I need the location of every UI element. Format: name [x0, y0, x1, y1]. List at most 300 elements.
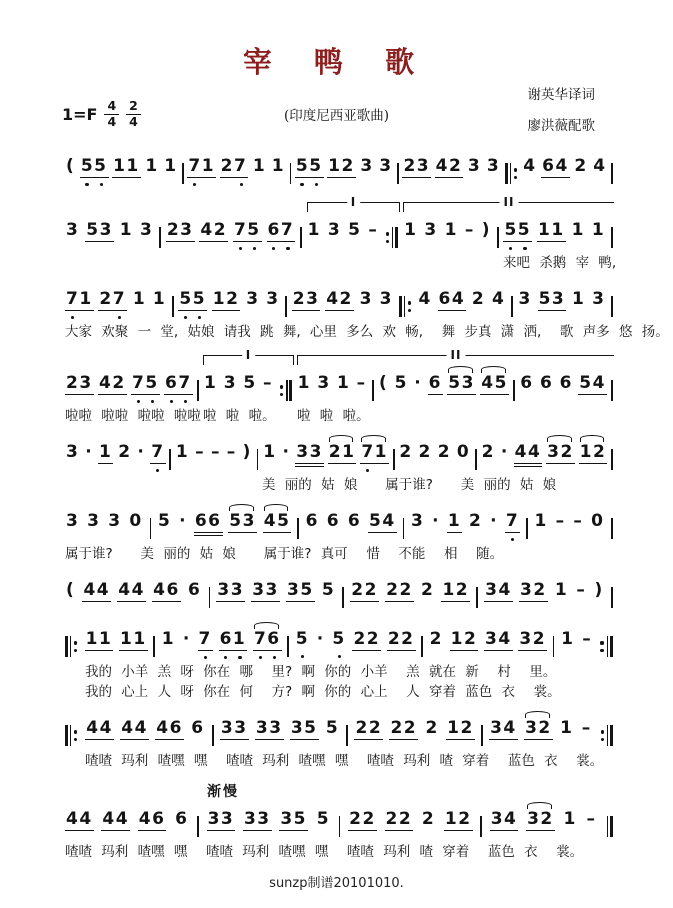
- barline: [150, 518, 152, 539]
- note: –: [464, 220, 475, 240]
- octave-dots: [295, 183, 324, 186]
- note: 11: [120, 629, 147, 649]
- note: 11: [538, 220, 565, 240]
- volta-label: I: [242, 348, 255, 362]
- note: 5: [348, 220, 362, 240]
- barline: [397, 163, 399, 184]
- note: 5: [243, 373, 257, 393]
- lyric-text: 啦啦 啦啦 啦啦 啦啦: [65, 408, 201, 424]
- barline: [169, 449, 171, 470]
- song-title: 宰 鸭 歌: [242, 45, 431, 79]
- note: (: [66, 156, 76, 176]
- barline: [421, 636, 423, 657]
- lyric-text: 我的 心上 人 呀 你在 何 方? 啊 你的 心上 人 穿着 蓝色 衣 裳。: [85, 684, 561, 700]
- note: 2: [118, 442, 132, 462]
- volta-label: I: [347, 195, 360, 209]
- note: –: [581, 718, 592, 738]
- note: 53: [86, 220, 113, 240]
- note: 3: [66, 511, 80, 531]
- note: 46: [138, 809, 166, 829]
- note: –: [226, 442, 237, 462]
- barline: [300, 227, 302, 248]
- barline: [611, 380, 613, 401]
- lyric-text: 大家 欢聚 一 堂, 姑娘 请我 跳 舞, 心里 多么 欢 畅, 舞 步真 潇 洒, 歌 声多 悠 扬。: [65, 324, 669, 340]
- slur-arc: [448, 366, 473, 373]
- note: 1: [554, 580, 569, 600]
- note: ·: [85, 442, 94, 462]
- barline: [611, 587, 613, 608]
- score-line: [65, 505, 613, 562]
- note: 3: [518, 289, 532, 309]
- lyric-row: [65, 746, 613, 769]
- barline: [526, 518, 528, 539]
- note: 33: [207, 809, 235, 829]
- note: 44: [118, 580, 145, 600]
- note: 11: [113, 156, 140, 176]
- lyric-row: [65, 248, 617, 271]
- time-signature-2-4: $\frac{2}{4}$: [126, 100, 141, 128]
- note: 1: [161, 629, 176, 649]
- barline: [611, 296, 613, 317]
- note: 42: [435, 156, 463, 176]
- note: 33: [220, 718, 248, 738]
- repeat-start-barline: [399, 296, 413, 317]
- note: 71: [65, 289, 94, 311]
- note: 1: [297, 373, 311, 393]
- song-subtitle: (印度尼西亚歌曲): [283, 108, 390, 124]
- note: 1: [175, 442, 190, 462]
- note: –: [555, 511, 566, 531]
- note: 22: [385, 809, 413, 829]
- note: ·: [414, 373, 423, 393]
- barline: [372, 380, 374, 401]
- score-line: [65, 712, 613, 769]
- note: ·: [490, 511, 499, 531]
- note: 32: [519, 629, 547, 649]
- note: 35: [287, 580, 314, 600]
- note: 67: [164, 373, 193, 395]
- note: 21: [328, 442, 357, 464]
- barline: [197, 380, 199, 401]
- note: 6: [559, 373, 573, 393]
- note: 27: [220, 156, 249, 178]
- note: 7: [505, 511, 520, 533]
- note: 4: [418, 289, 432, 309]
- note: 1: [204, 373, 218, 393]
- engraver-note: sunzp制谱20101010.: [269, 876, 404, 891]
- note: 2: [429, 629, 443, 649]
- barline: [497, 227, 499, 248]
- note: 53: [447, 373, 476, 395]
- note: –: [263, 373, 274, 393]
- note: 3: [87, 511, 101, 531]
- barline: [197, 816, 199, 837]
- sheet-header: [0, 0, 673, 136]
- note: (: [66, 580, 76, 600]
- note: 53: [228, 511, 257, 533]
- note: 33: [252, 580, 279, 600]
- barline: [553, 636, 555, 657]
- lyric-row: [65, 401, 613, 424]
- barline: [339, 816, 341, 837]
- note: 75: [233, 220, 262, 242]
- slur-arc: [527, 802, 552, 809]
- note: 1: [271, 156, 286, 176]
- music-credit: 廖洪薇配歌: [527, 118, 595, 135]
- note: 3: [66, 220, 80, 240]
- note: 5: [394, 373, 408, 393]
- repeat-start-barline: [65, 725, 79, 746]
- slur-arc: [229, 504, 254, 511]
- barline: [511, 296, 513, 317]
- lyric-row: [65, 837, 613, 860]
- note: 33: [295, 442, 324, 467]
- note: (: [379, 373, 389, 393]
- note: 7: [150, 442, 165, 464]
- score-line: [65, 574, 613, 608]
- note: 5: [331, 629, 346, 650]
- note: 6: [187, 580, 202, 600]
- score-line: [65, 195, 617, 271]
- note: 6: [347, 511, 362, 531]
- barline: [257, 449, 259, 470]
- lyric-text: 喳喳 玛利 喳嘿 嘿 喳喳 玛利 喳嘿 嘿 喳喳 玛利 喳 穿着 蓝色 衣 裳。: [85, 753, 604, 769]
- barline: [480, 816, 482, 837]
- score-line: [65, 623, 613, 700]
- note: 12: [328, 156, 355, 176]
- note: 55: [80, 156, 109, 178]
- note: 22: [355, 718, 383, 738]
- note: 1: [444, 220, 458, 240]
- lyric-text: 啦 啦 啦。: [203, 408, 276, 424]
- volta-label: II: [500, 195, 519, 209]
- note: ·: [432, 511, 441, 531]
- repeat-end-barline: [599, 636, 613, 657]
- note: 3: [327, 220, 342, 240]
- note: 11: [85, 629, 113, 649]
- note: 46: [153, 580, 180, 600]
- barline: [393, 449, 395, 470]
- note: 67: [267, 220, 296, 242]
- note: 4: [523, 156, 537, 176]
- note: 23: [66, 373, 93, 393]
- note: 22: [387, 629, 415, 649]
- note: 3: [486, 156, 501, 176]
- note: –: [356, 373, 367, 393]
- note: 1: [152, 289, 167, 309]
- note: ): [481, 220, 491, 240]
- barline: [290, 163, 292, 184]
- barline: [297, 518, 299, 539]
- note: 1: [145, 156, 159, 176]
- barline: [172, 296, 174, 317]
- note: 22: [351, 580, 378, 600]
- lyric-text: 美 丽的 姑 娘 属于谁? 美 丽的 姑 娘: [262, 477, 557, 493]
- note: 0: [591, 511, 605, 531]
- note: 3: [592, 289, 606, 309]
- note: 6: [520, 373, 534, 393]
- note: 12: [450, 629, 478, 649]
- volta-label: II: [447, 348, 466, 362]
- note: 23: [292, 289, 320, 309]
- slur-arc: [254, 622, 279, 629]
- barline: [287, 636, 289, 657]
- note: ·: [182, 629, 191, 649]
- note: ): [242, 442, 252, 462]
- note: 22: [386, 580, 413, 600]
- note: 6: [305, 511, 320, 531]
- note: 42: [326, 289, 353, 309]
- note: ·: [137, 442, 146, 462]
- note: 5: [321, 580, 336, 600]
- note: 1: [571, 220, 585, 240]
- note: 4: [593, 156, 607, 176]
- repeat-end-barline: [599, 725, 613, 746]
- note: 54: [369, 511, 396, 531]
- note: –: [195, 442, 206, 462]
- note: 5: [325, 718, 340, 738]
- repeat-end-barline: [278, 380, 292, 401]
- note: 2: [399, 442, 413, 462]
- note: 2: [420, 580, 435, 600]
- note: 2: [425, 718, 439, 738]
- note: 6: [175, 809, 189, 829]
- note: 1: [336, 373, 351, 393]
- note: 1: [164, 156, 178, 176]
- note: 44: [83, 580, 111, 600]
- note: 32: [546, 442, 575, 464]
- note: 71: [187, 156, 216, 178]
- note: 2: [481, 442, 495, 462]
- note: 1: [252, 156, 267, 176]
- note: 23: [166, 220, 194, 240]
- note: 3: [360, 156, 374, 176]
- note: 1: [591, 220, 606, 240]
- score-line: [65, 348, 613, 424]
- octave-dots: [220, 183, 249, 186]
- note: 44: [86, 718, 113, 738]
- note: 42: [200, 220, 228, 240]
- note: 1: [307, 220, 322, 240]
- volta-bracket: [307, 195, 400, 212]
- note: 3: [379, 156, 393, 176]
- note: 6: [539, 373, 554, 393]
- note: ·: [316, 629, 325, 649]
- key-label: 1=F: [62, 104, 98, 124]
- note: 54: [579, 373, 606, 393]
- slur-arc: [361, 435, 386, 442]
- note: 3: [246, 289, 260, 309]
- note: 35: [280, 809, 307, 829]
- tempo-mark: 渐慢: [207, 784, 239, 800]
- note: 5: [295, 629, 310, 650]
- note: 0: [456, 442, 471, 462]
- note: 12: [442, 580, 470, 600]
- note: 32: [520, 580, 547, 600]
- note: 3: [66, 442, 80, 462]
- note: 5: [316, 809, 331, 829]
- repeat-start-barline: [65, 636, 79, 657]
- note: 44: [121, 718, 148, 738]
- note: 42: [99, 373, 126, 393]
- note: 0: [129, 511, 143, 531]
- volta-bracket: [403, 195, 614, 212]
- lyric-row: [65, 657, 613, 680]
- note: 34: [485, 580, 512, 600]
- note: 64: [542, 156, 569, 176]
- note: 2: [437, 442, 452, 462]
- note: 55: [295, 156, 324, 178]
- note: 2: [574, 156, 588, 176]
- note: 3: [140, 220, 154, 240]
- note: 55: [178, 289, 207, 311]
- note: ): [594, 580, 604, 600]
- note: 22: [349, 809, 376, 829]
- barline: [212, 725, 214, 746]
- barline: [611, 518, 613, 539]
- barline: [476, 587, 478, 608]
- barline: [159, 227, 161, 248]
- note: 27: [98, 289, 127, 311]
- repeat-start-barline: [505, 163, 519, 184]
- note: 12: [447, 718, 474, 738]
- barline: [209, 587, 211, 608]
- lyric-row: [65, 677, 613, 700]
- note: 33: [217, 580, 245, 600]
- note: 3: [467, 156, 482, 176]
- note: 3: [108, 511, 122, 531]
- lyric-text: 属于谁? 美 丽的 姑 娘 属于谁? 真可 惜 不能 相 随。: [65, 546, 504, 562]
- note: 33: [255, 718, 283, 738]
- note: 3: [359, 289, 373, 309]
- score-line: [65, 283, 669, 340]
- barline: [513, 380, 515, 401]
- slur-arc: [547, 435, 572, 442]
- note: –: [210, 442, 221, 462]
- note: 7: [198, 629, 213, 651]
- note: 6: [326, 511, 341, 531]
- note: 22: [390, 718, 418, 738]
- note: ·: [179, 511, 188, 531]
- note: 22: [353, 629, 381, 649]
- note: 12: [579, 442, 608, 464]
- note: 66: [194, 511, 223, 536]
- barline: [611, 227, 613, 248]
- barline: [475, 449, 477, 470]
- note: 3: [410, 511, 425, 531]
- score-line: [65, 150, 613, 184]
- note: –: [368, 220, 379, 240]
- note: 3: [317, 373, 331, 393]
- note: 3: [379, 289, 394, 309]
- note: –: [586, 809, 597, 829]
- note: 32: [524, 718, 553, 740]
- note: 3: [223, 373, 238, 393]
- note: 2: [418, 442, 432, 462]
- note: 34: [485, 629, 512, 649]
- note: 1: [563, 809, 577, 829]
- barline: [346, 725, 348, 746]
- note: 3: [424, 220, 438, 240]
- note: 44: [102, 809, 130, 829]
- final-barline: [605, 816, 613, 837]
- note: 75: [131, 373, 160, 395]
- volta-bracket: [203, 348, 294, 365]
- note: 44: [514, 442, 543, 467]
- note: 12: [212, 289, 240, 309]
- lyric-row: [65, 470, 613, 493]
- volta-bracket: [297, 348, 614, 365]
- note: 1: [561, 629, 575, 649]
- note: ·: [500, 442, 509, 462]
- note: 3: [266, 289, 280, 309]
- note: 12: [444, 809, 472, 829]
- note: 1: [447, 511, 462, 531]
- note: 55: [503, 220, 532, 242]
- octave-dots: [80, 183, 109, 186]
- note: 1: [263, 442, 277, 462]
- note: 2: [468, 511, 483, 531]
- lyric-row: [65, 539, 613, 562]
- note: 44: [66, 809, 93, 829]
- note: 45: [263, 511, 292, 533]
- note: 45: [480, 373, 509, 395]
- slur-arc: [329, 435, 354, 442]
- barline: [403, 518, 405, 539]
- barline: [182, 163, 184, 184]
- note: 71: [360, 442, 389, 464]
- note: 2: [421, 809, 436, 829]
- note: 34: [490, 718, 517, 738]
- slur-arc: [525, 711, 550, 718]
- note: 1: [404, 220, 418, 240]
- lyric-text: 喳喳 玛利 喳嘿 嘿 喳喳 玛利 喳嘿 嘿 喳喳 玛利 喳 穿着 蓝色 衣 裳。: [65, 844, 584, 860]
- note: 23: [403, 156, 431, 176]
- lyric-row: [65, 317, 669, 340]
- note: 2: [471, 289, 486, 309]
- note: 1: [99, 442, 113, 462]
- score-line: [65, 436, 613, 493]
- note: 1: [560, 718, 574, 738]
- note: 1: [119, 220, 134, 240]
- slur-arc: [264, 504, 289, 511]
- lyric-text: 啦 啦 啦。: [297, 408, 370, 424]
- note: 35: [290, 718, 318, 738]
- score-line: [65, 781, 613, 860]
- note: –: [573, 511, 584, 531]
- note: 6: [191, 718, 205, 738]
- note: 46: [156, 718, 183, 738]
- note: 34: [490, 809, 518, 829]
- barline: [342, 587, 344, 608]
- slur-arc: [580, 435, 605, 442]
- note: 76: [253, 629, 282, 651]
- note: 32: [526, 809, 555, 831]
- barline: [285, 296, 287, 317]
- note: 5: [157, 511, 172, 531]
- note: 61: [219, 629, 248, 651]
- barline: [481, 725, 483, 746]
- note: –: [576, 580, 587, 600]
- note: 1: [534, 511, 548, 531]
- time-signature-4-4: $\frac{4}{4}$: [104, 100, 119, 128]
- repeat-end-barline: [384, 227, 398, 248]
- lyric-text: 来吧 杀鹅 宰 鸭,: [503, 255, 617, 271]
- note: 33: [243, 809, 271, 829]
- score: [65, 150, 669, 860]
- note: 6: [428, 373, 442, 393]
- slur-arc: [481, 366, 506, 373]
